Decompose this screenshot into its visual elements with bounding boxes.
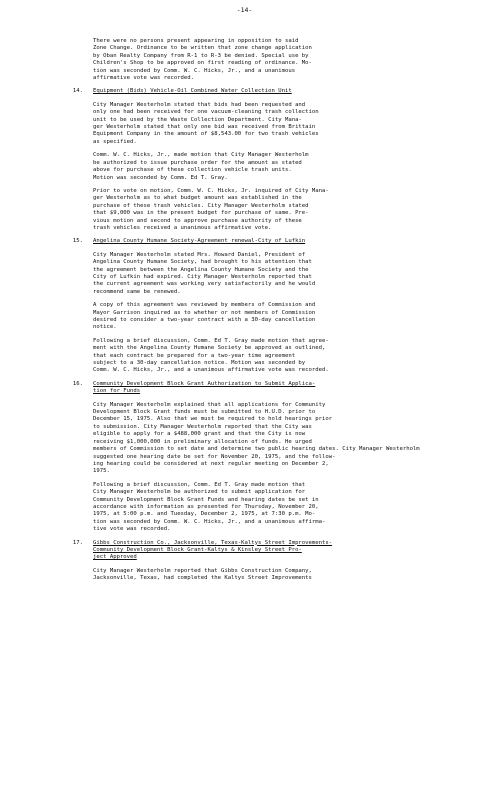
agenda-item: [28, 381, 474, 396]
agenda-item-number: 15.: [72, 238, 83, 245]
agenda-item-number: 16.: [72, 380, 83, 387]
paragraph: Following a brief discussion, Comm. Ed T. Gray made motion that agree- ment with the Angelina County Humane Society be approved as outlined, that each contract be prepared for a two-year time agreement subject to a 30-day cancellation notice. Motion was seconded by Comm. W. C. Hicks, Jr., and a unanimous affirmative vote was recorded.: [93, 337, 329, 374]
agenda-item-title: Equipment (Bids) Vehicle-Oil Combined Water Collection Unit: [93, 88, 292, 95]
agenda-item-title: Angelina County Humane Society-Agreement renewal-City of Lufkin: [93, 238, 306, 245]
paragraph: Following a brief discussion, Comm. Ed T. Gray made motion that City Manager Westerholm be authorized to submit application for Community Development Block Grant Funds and hearing dates be set in accordance with information as presented for Thursday, November 20, 1975, at 5:00 p.m. and Tuesday, December 2, 1975, at 7:30 p.m. Mo- tion was seconded by Comm. W. C. Hicks, Jr., and a unanimous affirma- tive vote was recorded.: [93, 481, 326, 533]
agenda-item: [28, 540, 474, 562]
agenda-item-title: Community Development Block Grant Authorization to Submit Applica- tion for Funds: [93, 380, 316, 395]
agenda-item: [28, 238, 474, 245]
paragraph: City Manager Westerholm stated Mrs. Howard Daniel, President of Angelina County Humane Society, had brought to his attention that the agreement between the Angelina County Humane Society and the City of Lufkin had expired. City Manager Westerholm reported that the current agreement was working very satisfactorily and he would recommend same be renewed.: [93, 251, 316, 295]
paragraph: There were no persons present appearing in opposition to said Zone Change. Ordinance to be written that zone change application by Oban Realty Company from R-1 to R-3 be denied. Special use by Children's Shop to be approved on first reading of ordinance. Mo- tion was seconded by Comm. W. C. Hicks, Jr., and a unanimous affirmative vote was recorded.: [93, 38, 312, 82]
paragraph: A copy of this agreement was reviewed by members of Commission and Mayor Garrison inquired as to whether or not members of Commission desired to consider a two-year contract with a 30-day cancellation notice.: [93, 302, 316, 331]
document-body: [28, 38, 474, 589]
paragraph: City Manager Westerholm explained that all applications for Community Development Block Grant funds must be submitted to H.U.D. prior to December 15, 1975. Also that we must be required to hold hearings prior to submission. City Manager Westerholm reported that the City was eligible to apply for a $488,000 grant and that the City is now receiving $1,000,000 in preliminary allocation of funds. He urged members of Commission to set date and determine two public hearing dates. City Manager Westerholm suggested one hearing date be set for November 20, 1975, and the follow- ing hearing could be considered at next regular meeting on December 2, 1975.: [93, 401, 420, 475]
agenda-item-title: Gibbs Construction Co., Jacksonville, Texas-Kaltys Street Improvements- Community Development Block Grant-Kaltys & Kinsley Street Pro- ject Approved: [93, 539, 333, 561]
agenda-item-number: 14.: [72, 88, 83, 95]
agenda-item-number: 17.: [72, 539, 83, 546]
paragraph: City Manager Westerholm stated that bids had been requested and only one had been received for one vacuum-cleaning trash collection unit to be used by the Waste Collection Department. City Mana- ger Westerholm stated that only one bid was received from Brittain Equipment Company in the amount of $8,543.00 for two trash vehicles as specified.: [93, 101, 319, 145]
paragraph: City Manager Westerholm reported that Gibbs Construction Company, Jacksonville, Texas, had completed the Kaltys Street Improvements: [93, 567, 312, 582]
paragraph: Comm. W. C. Hicks, Jr., made motion that City Manager Westerholm be authorized to issue purchase order for the amount as stated above for purchase of these collection vehicle trash units. Motion was seconded by Comm. Ed T. Gray.: [93, 152, 309, 181]
paragraph: Prior to vote on motion, Comm. W. C. Hicks, Jr. inquired of City Mana- ger Westerholm as to what budget amount was established in the purchase of these trash vehicles. City Manager Westerholm stated that $9,000 was in the present budget for purchase of same. Pre- vious motion and second to approve purchase authority of these trash vehicles received a unanimous affirmative vote.: [93, 187, 329, 231]
page-number: -14-: [236, 6, 253, 14]
agenda-item: [28, 88, 474, 95]
